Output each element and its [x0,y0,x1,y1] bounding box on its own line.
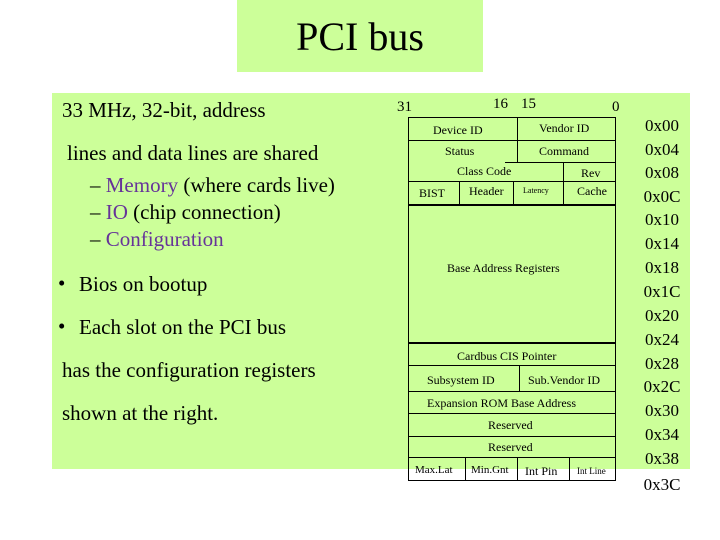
row-divider [409,365,615,366]
list-dash: – [90,227,106,251]
list-item-io [90,199,281,225]
base-address-registers-block [408,205,616,343]
list-dash: – [90,200,106,224]
text-line-4: shown at the right. [62,401,219,425]
int-pin-field: Int Pin [525,464,558,478]
column-divider [519,365,520,391]
offset-label: 0x20 [645,306,679,325]
row-divider [409,181,615,182]
offset-label: 0x38 [645,449,679,468]
offset-label: 0x04 [645,140,679,159]
latency-field: Latency [523,186,549,195]
rev-field: Rev [581,166,601,180]
offset-label: 0x08 [645,163,679,182]
list-rest-io: (chip connection) [127,200,281,224]
column-divider [517,457,518,480]
slide-title: PCI bus [296,14,424,59]
offset-label: 0x34 [645,425,679,444]
offset-label: 0x1C [643,282,681,301]
list-highlight-configuration: Configuration [105,227,224,251]
trailing-registers-block [408,343,616,481]
offset-label: 0x30 [645,401,679,420]
bit-31-label: 31 [397,99,412,115]
offset-label: 0x28 [645,354,679,373]
base-address-registers-field: Base Address Registers [447,261,560,275]
column-divider [513,181,514,204]
reserved-field-2: Reserved [488,440,533,454]
header-type-field: Header [469,184,504,198]
subsystem-id-field: Subsystem ID [427,373,495,387]
class-code-field: Class Code [457,164,512,178]
column-divider [563,162,564,204]
column-divider [517,118,518,162]
offset-label: 0x24 [645,330,679,349]
row-divider [409,436,615,437]
bullet-glyph: • [58,271,66,295]
vendor-id-field: Vendor ID [539,121,590,135]
bist-field: BIST [419,186,446,200]
text-line-1: 33 MHz, 32-bit, address [62,98,266,122]
expansion-rom-field: Expansion ROM Base Address [427,396,576,410]
status-field: Status [445,144,475,158]
max-lat-field: Max.Lat [415,464,453,476]
min-gnt-field: Min.Gnt [471,464,509,476]
device-id-field: Device ID [433,123,483,137]
bullet-bios: Bios on bootup [79,272,208,296]
offset-label: 0x00 [645,116,679,135]
list-highlight-memory: Memory [105,173,179,197]
cardbus-cis-pointer-field: Cardbus CIS Pointer [457,349,557,363]
list-dash: – [90,173,106,197]
row-divider [505,162,615,163]
text-line-3: has the configuration registers [62,358,316,382]
cache-field: Cache [577,184,607,198]
bit-16-label: 16 [493,96,508,112]
text-line-2: lines and data lines are shared [67,141,319,165]
int-line-field: Int Line [577,466,606,476]
offset-label: 0x3C [643,475,681,494]
row-divider [409,391,615,392]
bit-0-label: 0 [612,99,620,115]
offset-label: 0x10 [645,210,679,229]
list-item-configuration [90,226,224,252]
reserved-field-1: Reserved [488,418,533,432]
list-highlight-io: IO [105,200,128,224]
list-item-memory [90,172,335,198]
offset-label: 0x18 [645,258,679,277]
header-registers-block [408,117,616,205]
bullet-each-slot: Each slot on the PCI bus [79,315,287,339]
offset-label: 0x2C [643,377,681,396]
bullet-glyph: • [58,314,66,338]
column-divider [569,457,570,480]
column-divider [459,181,460,204]
list-rest-memory: (where cards live) [178,173,335,197]
row-divider [409,457,615,458]
subvendor-id-field: Sub.Vendor ID [528,373,600,387]
column-divider [465,457,466,480]
offset-label: 0x0C [643,187,681,206]
row-divider [409,413,615,414]
row-divider [409,140,615,141]
bit-15-label: 15 [521,96,536,112]
offset-label: 0x14 [645,234,679,253]
command-field: Command [539,144,589,158]
